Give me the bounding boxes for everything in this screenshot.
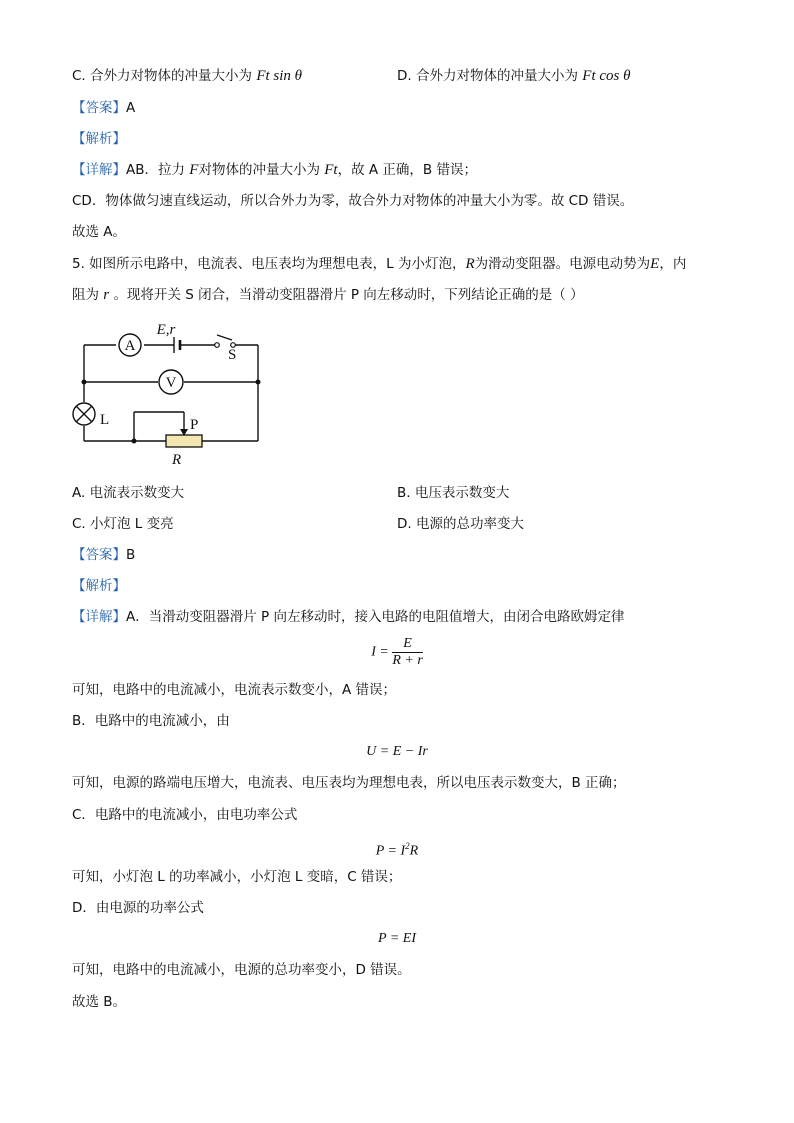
q5-conclusion: 故选 B。 (72, 994, 127, 1010)
slider-label: P (190, 417, 199, 433)
q4-detail-1b: 对物体的冲量大小为 (198, 162, 320, 178)
equation-1 (0, 636, 794, 669)
q4-option-d-formula: Ft cos θ (582, 68, 631, 84)
ammeter-label: A (124, 338, 136, 354)
circuit-diagram (72, 318, 272, 470)
junction-left (82, 380, 87, 385)
q5-stem-1c: ，内 (659, 256, 687, 272)
q4-detail-1a: AB．拉力 (126, 162, 185, 178)
source-label: E,r (156, 322, 176, 338)
q5-stem-2b: 。现将开关 S 闭合，当滑动变阻器滑片 P 向左移动时，下列结论正确的是（ ） (113, 287, 584, 303)
q5-detail-b: B．电路中的电流减小，由 (72, 713, 230, 729)
q5-stem-2a: 阻为 (72, 287, 99, 303)
q4-analysis-line (72, 129, 126, 149)
switch-contact-left (215, 343, 220, 348)
equation-3 (0, 836, 794, 862)
q5-option-b: B. 电压表示数变大 (397, 485, 510, 501)
q5-option-a: A. 电流表示数变大 (72, 485, 185, 501)
q5-stem-1a: 5. 如图所示电路中，电流表、电压表均为理想电表，L 为小灯泡， (72, 256, 466, 272)
q5-stem-r: r (103, 287, 110, 303)
rheostat-icon (166, 435, 202, 447)
q5-option-c: C. 小灯泡 L 变亮 (72, 516, 174, 532)
junction-right (256, 380, 261, 385)
q5-detail-c: C．电路中的电流减小，由电功率公式 (72, 807, 298, 823)
q5-detail-d: D．由电源的功率公式 (72, 900, 204, 916)
eq3-exponent: 2 (405, 841, 410, 851)
q4-detail-F: F (189, 162, 199, 178)
q4-answer: A (126, 100, 136, 116)
q5-detail-a-text: A．当滑动变阻器滑片 P 向左移动时，接入电路的电阻值增大，由闭合电路欧姆定律 (126, 609, 625, 625)
q5-stem-line-2 (72, 285, 584, 305)
q4-detail-Ft: Ft (324, 162, 338, 178)
q4-answer-line (72, 98, 135, 118)
switch-label: S (228, 347, 237, 363)
eq3-part-b: R (409, 843, 419, 859)
q4-detail-line-1 (72, 160, 477, 180)
equation-2: U = E − Ir (366, 744, 428, 759)
q5-after-eq2: 可知，电源的路端电压增大，电流表、电压表均为理想电表，所以电压表示数变大，B 正确； (72, 775, 626, 791)
q4-answer-tag: 【答案】 (72, 100, 126, 116)
eq1-fraction (392, 636, 422, 669)
q4-option-d-text: D. 合外力对物体的冲量大小为 (397, 68, 578, 84)
switch-blade (217, 335, 232, 340)
q5-stem-line-1 (72, 254, 686, 274)
q5-answer-line (72, 545, 135, 565)
eq1-denominator: R + r (392, 653, 423, 668)
eq3-part-a: P = I (375, 843, 406, 859)
q4-conclusion: 故选 A。 (72, 224, 127, 240)
eq1-lhs: I = (371, 644, 389, 660)
q4-option-c (72, 66, 302, 86)
q4-detail-line-2: CD．物体做匀速直线运动，所以合外力为零，故合外力对物体的冲量大小为零。故 CD 错误。 (72, 193, 634, 209)
q4-detail-tag: 【详解】 (72, 162, 126, 178)
q5-after-eq3: 可知，小灯泡 L 的功率减小，小灯泡 L 变暗，C 错误； (72, 869, 402, 885)
q5-analysis-tag: 【解析】 (72, 578, 126, 594)
q5-analysis-line (72, 576, 126, 596)
q5-after-eq1: 可知，电路中的电流减小，电流表示数变小，A 错误； (72, 682, 397, 698)
q5-detail-tag: 【详解】 (72, 609, 126, 625)
q5-stem-R: R (465, 256, 475, 272)
equation-4: P = EI (378, 931, 416, 946)
q4-option-c-text: C. 合外力对物体的冲量大小为 (72, 68, 253, 84)
rheostat-label: R (172, 452, 182, 468)
eq1-numerator: E (392, 636, 422, 653)
junction-bottom (132, 439, 137, 444)
q5-answer-tag: 【答案】 (72, 547, 126, 563)
lamp-label: L (100, 412, 110, 428)
q4-option-d (397, 66, 630, 86)
q5-after-eq4: 可知，电路中的电流减小，电源的总功率变小，D 错误。 (72, 962, 411, 978)
q5-stem-1b: 为滑动变阻器。电源电动势为 (474, 256, 651, 272)
q5-detail-a (72, 607, 624, 627)
q5-option-d: D. 电源的总功率变大 (397, 516, 524, 532)
q4-analysis-tag: 【解析】 (72, 131, 126, 147)
q5-answer: B (126, 547, 136, 563)
q4-option-c-formula: Ft sin θ (256, 68, 303, 84)
q4-detail-1c: ，故 A 正确，B 错误； (337, 162, 477, 178)
voltmeter-label: V (165, 375, 177, 391)
q5-stem-E: E (650, 256, 660, 272)
